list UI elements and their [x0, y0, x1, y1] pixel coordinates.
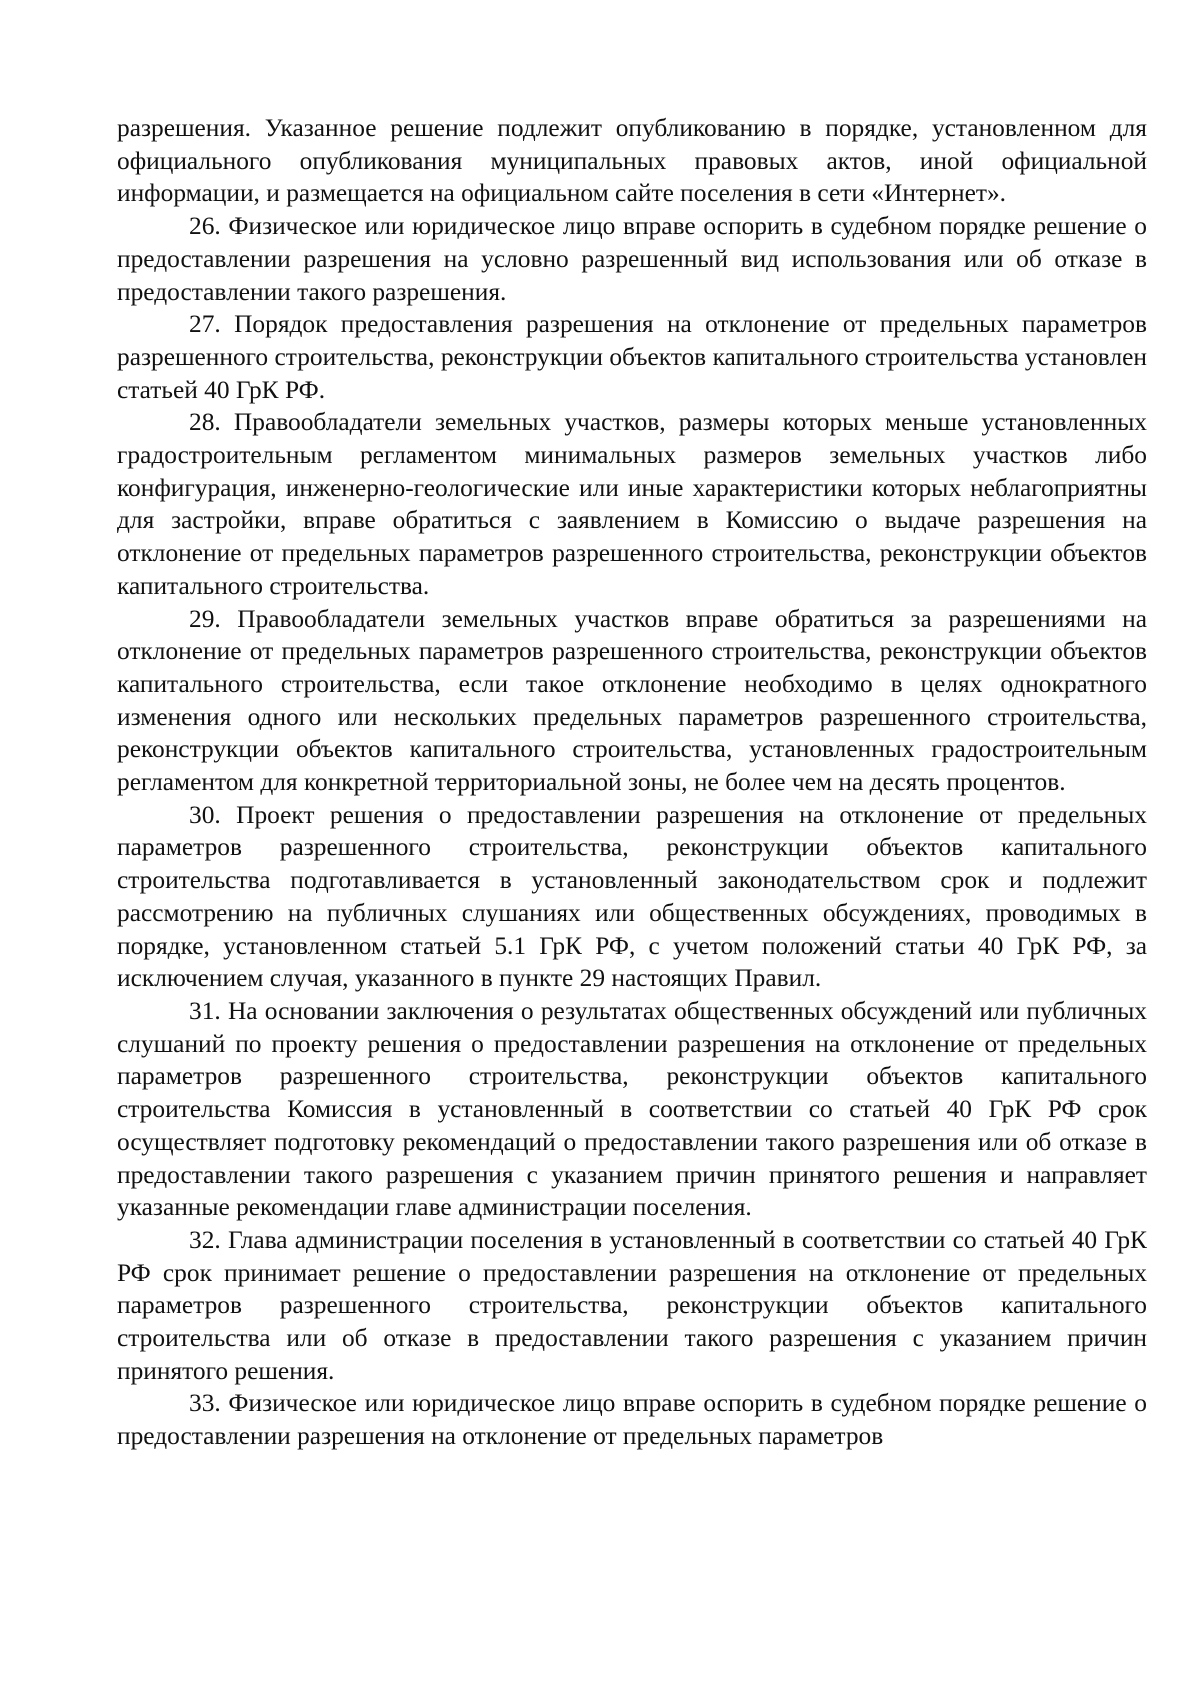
paragraph-33	[117, 1387, 1147, 1452]
paragraph-number: 32.	[189, 1225, 221, 1254]
document-page	[117, 112, 1147, 1453]
paragraph-32	[117, 1224, 1147, 1388]
paragraph-text: Физическое или юридическое лицо вправе оспорить в судебном порядке решение о предоставлении разрешения на отклонение от предельных параметров	[117, 1389, 1147, 1451]
paragraph-text: Правообладатели земельных участков, размеры которых меньше установленных градостроительным регламентом минимальных размеров земельных участков либо конфигурация, инженерно-геологические или иные характеристики которых неблагоприятны для застройки, вправе обратиться с заявлением в Комиссию о выдаче разрешения на отклонение от предельных параметров разрешенного строительства, реконструкции объектов капитального строительства.	[117, 408, 1147, 600]
paragraph-text: Проект решения о предоставлении разрешения на отклонение от предельных параметров разрешенного строительства, реконструкции объектов капитального строительства подготавливается в установленный законодательством срок и подлежит рассмотрению на публичных слушаниях или общественных обсуждениях, проводимых в порядке, установленном статьей 5.1 ГрК РФ, с учетом положений статьи 40 ГрК РФ, за исключением случая, указанного в пункте 29 настоящих Правил.	[117, 800, 1147, 993]
paragraph-continuation	[117, 112, 1147, 210]
paragraph-number: 28.	[189, 408, 221, 437]
paragraph-30	[117, 799, 1147, 995]
paragraph-number: 30.	[189, 800, 221, 829]
paragraph-number: 27.	[189, 310, 221, 339]
paragraph-number: 31.	[189, 996, 221, 1025]
paragraph-text: Порядок предоставления разрешения на отклонение от предельных параметров разрешенного строительства, реконструкции объектов капитального строительства установлен статьей 40 ГрК РФ.	[117, 310, 1147, 404]
paragraph-number: 33.	[189, 1389, 221, 1418]
paragraph-text: Глава администрации поселения в установленный в соответствии со статьей 40 ГрК РФ срок принимает решение о предоставлении разрешения на отклонение от предельных параметров разрешенного строительства, реконструкции объектов капитального строительства или об отказе в предоставлении такого разрешения с указанием причин принятого решения.	[117, 1225, 1147, 1385]
paragraph-text: На основании заключения о результатах общественных обсуждений или публичных слушаний по проекту решения о предоставлении разрешения на отклонение от предельных параметров разрешенного строительства, реконструкции объектов капитального строительства Комиссия в установленный в соответствии со статьей 40 ГрК РФ срок осуществляет подготовку рекомендаций о предоставлении такого разрешения или об отказе в предоставлении такого разрешения с указанием причин принятого решения и направляет указанные рекомендации главе администрации поселения.	[117, 996, 1147, 1222]
paragraph-28	[117, 406, 1147, 602]
paragraph-31	[117, 995, 1147, 1224]
paragraph-26	[117, 210, 1147, 308]
paragraph-29	[117, 603, 1147, 799]
paragraph-text: разрешения. Указанное решение подлежит опубликованию в порядке, установленном для официального опубликования муниципальных правовых актов, иной официальной информации, и размещается на официальном сайте поселения в сети «Интернет».	[117, 114, 1147, 208]
paragraph-text: Правообладатели земельных участков вправе обратиться за разрешениями на отклонение от предельных параметров разрешенного строительства, реконструкции объектов капитального строительства, если такое отклонение необходимо в целях однократного изменения одного или нескольких предельных параметров разрешенного строительства, реконструкции объектов капитального строительства, установленных градостроительным регламентом для конкретной территориальной зоны, не более чем на десять процентов.	[117, 604, 1147, 797]
paragraph-27	[117, 308, 1147, 406]
paragraph-number: 29.	[189, 604, 221, 633]
paragraph-text: Физическое или юридическое лицо вправе оспорить в судебном порядке решение о предоставлении разрешения на условно разрешенный вид использования или об отказе в предоставлении такого разрешения.	[117, 212, 1147, 306]
paragraph-number: 26.	[189, 212, 221, 241]
